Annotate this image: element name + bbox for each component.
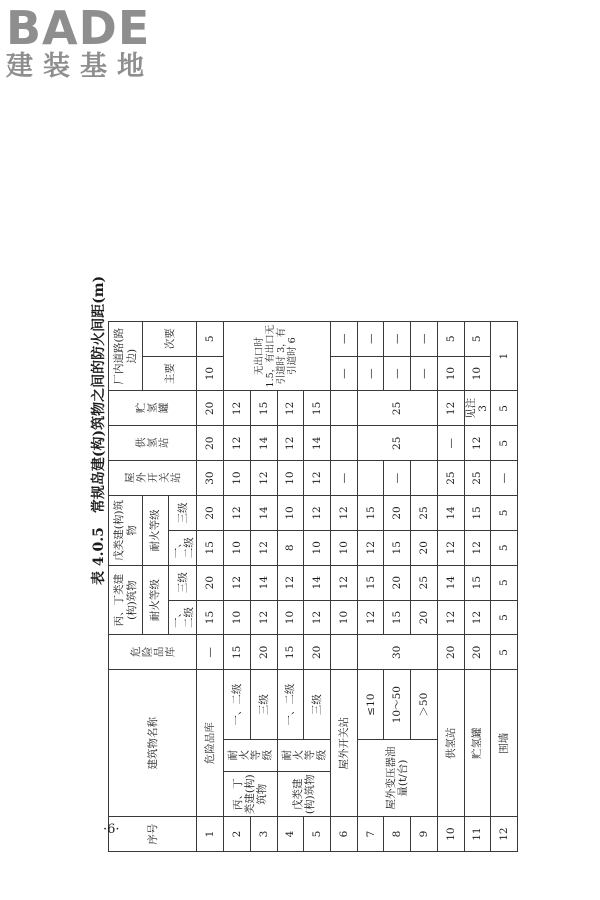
header-wu-grade3: 三级 xyxy=(169,496,197,531)
page-number: ·6· xyxy=(103,822,120,837)
cell-switch: 12 xyxy=(304,461,331,496)
cell-road-secondary: — xyxy=(411,321,438,356)
spacer xyxy=(464,112,491,321)
row-label-12: 围墙 xyxy=(491,670,518,817)
cell-cd3: 12 xyxy=(277,565,304,600)
cell-switch: 10 xyxy=(224,461,251,496)
table-row xyxy=(197,112,224,852)
row-label-grade: 一、二级 xyxy=(224,670,251,740)
cell-h2-supply: 12 xyxy=(464,426,491,461)
row-label-fire-rating: 耐火等级 xyxy=(277,740,330,772)
header-cd-grade3: 三级 xyxy=(169,565,197,600)
cell-cd12: 10 xyxy=(277,600,304,635)
cell-cd3: 12 xyxy=(330,565,357,600)
table-row xyxy=(437,112,464,852)
cell-cd12: 12 xyxy=(357,600,384,635)
cell-road-main: — xyxy=(384,356,411,391)
row-label-tonnage: ≤10 xyxy=(357,670,384,740)
cell-h2-supply: 12 xyxy=(224,426,251,461)
cell-road-merged: 1 xyxy=(491,321,518,391)
cell-cd3: 25 xyxy=(411,565,438,600)
header-wu-fire-rating: 耐火等级 xyxy=(143,496,169,566)
cell-switch: — xyxy=(491,461,518,496)
row-seq: 11 xyxy=(464,817,491,852)
cell-hazmat: — xyxy=(197,635,224,670)
cell-h2-supply: 14 xyxy=(304,426,331,461)
header-road-secondary: 次要 xyxy=(143,321,197,356)
cell-wu3: 12 xyxy=(224,496,251,531)
spacer xyxy=(197,112,224,321)
cell-switch xyxy=(411,461,438,496)
cell-cd12: 15 xyxy=(197,600,224,635)
cell-h2-supply: 20 xyxy=(197,426,224,461)
cell-cd12: 5 xyxy=(491,600,518,635)
cell-road-secondary: 5 xyxy=(464,321,491,356)
cell-cd3: 5 xyxy=(491,565,518,600)
cell-road-main: — xyxy=(330,356,357,391)
fire-distance-table-wrapper xyxy=(108,112,518,852)
cell-switch: 12 xyxy=(250,461,277,496)
cell-h2-supply: 12 xyxy=(277,426,304,461)
row-seq: 3 xyxy=(250,817,277,852)
cell-wu3: 15 xyxy=(357,496,384,531)
spacer xyxy=(224,112,251,321)
cell-road-secondary: 5 xyxy=(197,321,224,356)
fire-distance-table xyxy=(108,112,518,852)
cell-hazmat xyxy=(330,635,357,670)
header-outdoor-switch: 屋外开关站 xyxy=(109,461,197,496)
logo-wordmark: BADE xyxy=(6,1,151,55)
row-label-11: 贮氢罐 xyxy=(464,670,491,817)
row-seq: 9 xyxy=(411,817,438,852)
cell-h2-supply: 14 xyxy=(250,426,277,461)
row-label-fire-rating: 耐火等级 xyxy=(224,740,277,772)
header-seq: 序号 xyxy=(109,817,197,852)
cell-road-note: 无出口时 1.5，有出口无引道时 3，有引道时 6 xyxy=(224,321,331,391)
cell-cd3: 15 xyxy=(357,565,384,600)
cell-switch: 30 xyxy=(197,461,224,496)
cell-cd12: 10 xyxy=(330,600,357,635)
row-label-outdoor-switch: 屋外开关站 xyxy=(330,670,357,817)
cell-cd3: 14 xyxy=(437,565,464,600)
cell-cd12: 15 xyxy=(384,600,411,635)
spacer xyxy=(330,112,357,321)
cell-switch: 25 xyxy=(464,461,491,496)
header-road: 厂内道路(路边) xyxy=(109,321,143,391)
cell-wu3: 25 xyxy=(411,496,438,531)
header-h2-supply: 供氢站 xyxy=(109,426,197,461)
cell-h2-tank xyxy=(330,391,357,426)
header-building-name: 建筑物名称 xyxy=(109,670,197,817)
cell-switch: 25 xyxy=(437,461,464,496)
cell-switch: — xyxy=(384,461,411,496)
cell-wu3: 12 xyxy=(330,496,357,531)
cell-h2-tank: 12 xyxy=(277,391,304,426)
spacer xyxy=(357,112,384,321)
cell-h2-tank: 见注 3 xyxy=(464,391,491,426)
cell-h2-supply-transformer: 25 xyxy=(357,426,437,461)
row-label-10: 供氢站 xyxy=(437,670,464,817)
cell-hazmat: 20 xyxy=(464,635,491,670)
table-row xyxy=(224,112,251,852)
cell-h2-tank-transformer: 25 xyxy=(357,391,437,426)
cell-cd12: 12 xyxy=(437,600,464,635)
row-label-tonnage: ＞50 xyxy=(411,670,438,740)
table-row xyxy=(464,112,491,852)
cell-road-secondary: 5 xyxy=(437,321,464,356)
header-road-main: 主要 xyxy=(143,356,197,391)
cell-wu12: 5 xyxy=(491,530,518,565)
row-label-grade: 三级 xyxy=(304,670,331,740)
cell-wu3: 15 xyxy=(464,496,491,531)
cell-wu12: 12 xyxy=(464,530,491,565)
cell-switch xyxy=(357,461,384,496)
spacer xyxy=(411,112,438,321)
cell-h2-tank: 12 xyxy=(437,391,464,426)
cell-road-main: 10 xyxy=(464,356,491,391)
header-cd-fire-rating: 耐火等级 xyxy=(143,565,169,635)
cell-wu12: 15 xyxy=(197,530,224,565)
cell-wu3: 12 xyxy=(304,496,331,531)
cell-cd3: 20 xyxy=(197,565,224,600)
row-label-grade: 一、二级 xyxy=(277,670,304,740)
cell-hazmat: 15 xyxy=(224,635,251,670)
cell-h2-supply xyxy=(330,426,357,461)
cell-switch: — xyxy=(330,461,357,496)
cell-cd12: 12 xyxy=(304,600,331,635)
cell-h2-supply: — xyxy=(437,426,464,461)
cell-road-main: 10 xyxy=(197,356,224,391)
cell-road-main: — xyxy=(357,356,384,391)
header-h2-tank: 贮氢罐 xyxy=(109,391,197,426)
row-label-cd-group: 丙、丁类建(构)筑物 xyxy=(224,772,277,817)
cell-wu3: 14 xyxy=(250,496,277,531)
row-seq: 6 xyxy=(330,817,357,852)
cell-wu12: 15 xyxy=(384,530,411,565)
row-seq: 10 xyxy=(437,817,464,852)
cell-cd3: 14 xyxy=(250,565,277,600)
cell-h2-tank: 12 xyxy=(224,391,251,426)
spacer xyxy=(491,112,518,321)
header-group-wu: 戊类建(构)筑物 xyxy=(109,496,143,566)
cell-wu12: 12 xyxy=(437,530,464,565)
cell-wu3: 5 xyxy=(491,496,518,531)
cell-road-secondary: — xyxy=(330,321,357,356)
header-cd-grade12: 一、二级 xyxy=(169,600,197,635)
table-row xyxy=(330,112,357,852)
cell-wu12: 10 xyxy=(304,530,331,565)
cell-wu3: 14 xyxy=(437,496,464,531)
cell-hazmat: 20 xyxy=(250,635,277,670)
table-row xyxy=(357,112,384,852)
cell-wu3: 20 xyxy=(384,496,411,531)
cell-hazmat: 20 xyxy=(437,635,464,670)
cell-cd12: 10 xyxy=(224,600,251,635)
spacer xyxy=(384,112,411,321)
cell-cd3: 14 xyxy=(304,565,331,600)
cell-h2-tank: 15 xyxy=(304,391,331,426)
row-seq: 7 xyxy=(357,817,384,852)
cell-road-secondary: — xyxy=(357,321,384,356)
row-seq: 5 xyxy=(304,817,331,852)
cell-wu3: 20 xyxy=(197,496,224,531)
cell-h2-tank: 5 xyxy=(491,391,518,426)
cell-hazmat: 15 xyxy=(277,635,304,670)
table-row xyxy=(491,112,518,852)
header-wu-grade12: 一、二级 xyxy=(169,530,197,565)
cell-wu12: 20 xyxy=(411,530,438,565)
cell-wu12: 10 xyxy=(330,530,357,565)
header-group-cd: 丙、丁类建(构)筑物 xyxy=(109,565,143,635)
row-seq: 12 xyxy=(491,817,518,852)
cell-road-main: — xyxy=(411,356,438,391)
cell-h2-tank: 20 xyxy=(197,391,224,426)
cell-hazmat: 5 xyxy=(491,635,518,670)
row-label-wu-group: 戊类建(构)筑物 xyxy=(277,772,330,817)
bade-logo xyxy=(6,1,176,82)
cell-road-secondary: — xyxy=(384,321,411,356)
spacer xyxy=(277,112,304,321)
cell-wu12: 12 xyxy=(250,530,277,565)
row-seq: 8 xyxy=(384,817,411,852)
cell-cd12: 12 xyxy=(250,600,277,635)
cell-cd12: 20 xyxy=(411,600,438,635)
header-hazmat: 危险品库 xyxy=(109,635,197,670)
table-row xyxy=(277,112,304,852)
row-seq: 2 xyxy=(224,817,251,852)
logo-subtitle: 建装基地 xyxy=(6,51,154,82)
row-seq: 4 xyxy=(277,817,304,852)
cell-cd3: 15 xyxy=(464,565,491,600)
row-label-transformer: 屋外变压器油量(t/台) xyxy=(357,740,437,817)
row-label-tonnage: 10～50 xyxy=(384,670,411,740)
cell-hazmat: 20 xyxy=(304,635,331,670)
spacer xyxy=(437,112,464,321)
spacer xyxy=(304,112,331,321)
cell-cd3: 20 xyxy=(384,565,411,600)
cell-road-main: 10 xyxy=(437,356,464,391)
spacer xyxy=(250,112,277,321)
cell-cd3: 12 xyxy=(224,565,251,600)
cell-wu12: 12 xyxy=(357,530,384,565)
row-label-grade: 三级 xyxy=(250,670,277,740)
cell-switch: 10 xyxy=(277,461,304,496)
cell-wu12: 10 xyxy=(224,530,251,565)
cell-cd12: 12 xyxy=(464,600,491,635)
row-seq: 1 xyxy=(197,817,224,852)
cell-wu12: 8 xyxy=(277,530,304,565)
row-label-hazmat: 危险品库 xyxy=(197,670,224,817)
cell-wu3: 10 xyxy=(277,496,304,531)
table-caption: 表 4.0.5 常规岛建(构)筑物之间的防火间距(m) xyxy=(91,275,107,585)
cell-h2-supply: 5 xyxy=(491,426,518,461)
cell-hazmat-transformer: 30 xyxy=(357,635,437,670)
cell-h2-tank: 15 xyxy=(250,391,277,426)
